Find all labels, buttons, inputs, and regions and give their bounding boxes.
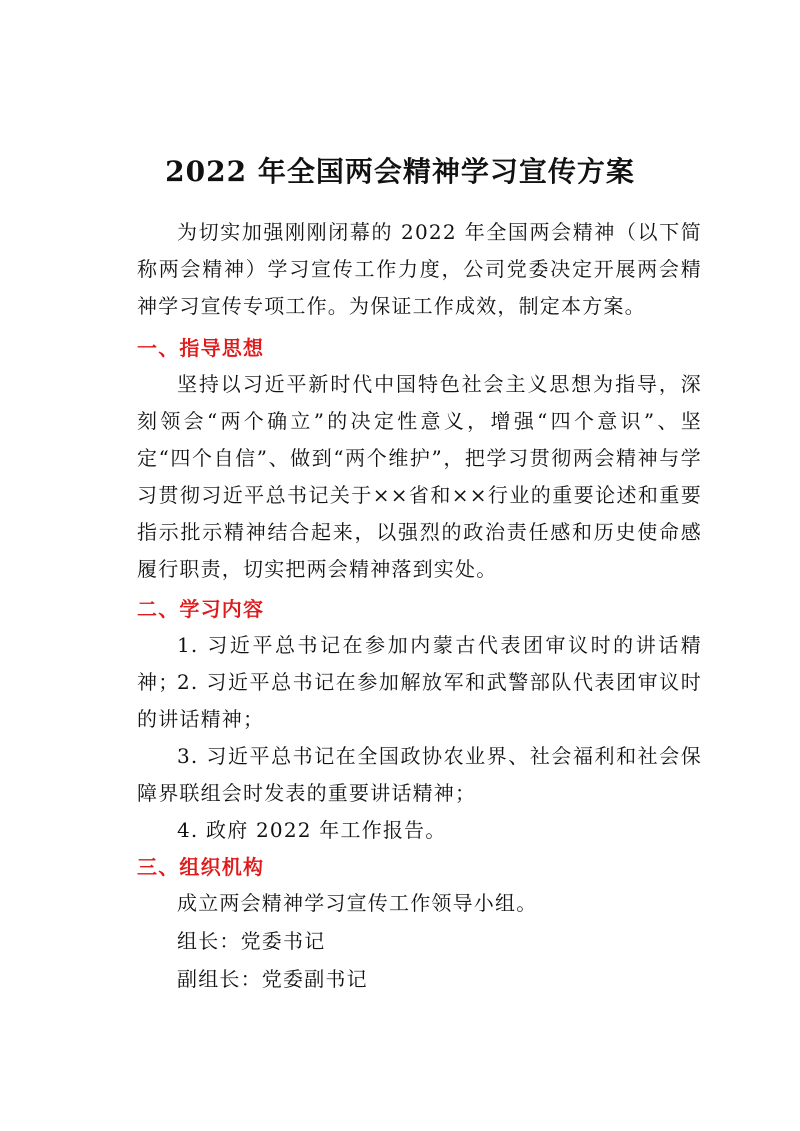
section-heading-organization: 三、组织机构 xyxy=(137,855,265,879)
section-heading-guiding-ideology: 一、指导思想 xyxy=(137,336,265,360)
list-item-block xyxy=(137,738,702,812)
list-item: 1. 习近平总书记在参加内蒙古代表团审议时的讲话精神； xyxy=(137,633,702,694)
organization-line-block xyxy=(137,885,702,922)
list-item: 4. 政府 2022 年工作报告。 xyxy=(177,818,447,842)
section-paragraph-block xyxy=(137,366,702,588)
organization-line-deputy-leader: 副组长：党委副书记 xyxy=(177,967,368,991)
document-title: 2022 年全国两会精神学习宣传方案 xyxy=(165,155,635,188)
organization-line-block xyxy=(137,923,702,960)
section-heading-block xyxy=(137,591,702,628)
intro-paragraph: 为切实加强刚刚闭幕的 2022 年全国两会精神（以下简称两会精神）学习宣传工作力度，公司党委决定开展两会精神学习宣传专项工作。为保证工作成效，制定本方案。 xyxy=(137,220,702,318)
section-heading-study-content: 二、学习内容 xyxy=(137,597,265,621)
section-heading-block xyxy=(137,849,702,886)
list-item-block xyxy=(137,664,702,738)
intro-paragraph-block xyxy=(137,214,702,325)
list-item: 2. 习近平总书记在参加解放军和武警部队代表团审议时的讲话精神； xyxy=(137,670,702,731)
organization-line-leader: 组长：党委书记 xyxy=(177,929,326,953)
list-item-block xyxy=(137,812,702,849)
list-item: 3. 习近平总书记在全国政协农业界、社会福利和社会保障界联组会时发表的重要讲话精神； xyxy=(137,744,702,805)
guiding-ideology-paragraph: 坚持以习近平新时代中国特色社会主义思想为指导，深刻领会“两个确立”的决定性意义，增强“四个意识”、坚定“四个自信”、做到“两个维护”，把学习贯彻两会精神与学习贯彻习近平总书记关于××省和××行业的重要论述和重要指示批示精神结合起来，以强烈的政治责任感和历史使命感履行职责，切实把两会精神落到实处。 xyxy=(137,372,702,581)
organization-line: 成立两会精神学习宣传工作领导小组。 xyxy=(177,891,538,915)
organization-line-block xyxy=(137,961,702,998)
section-heading-block xyxy=(137,330,702,367)
